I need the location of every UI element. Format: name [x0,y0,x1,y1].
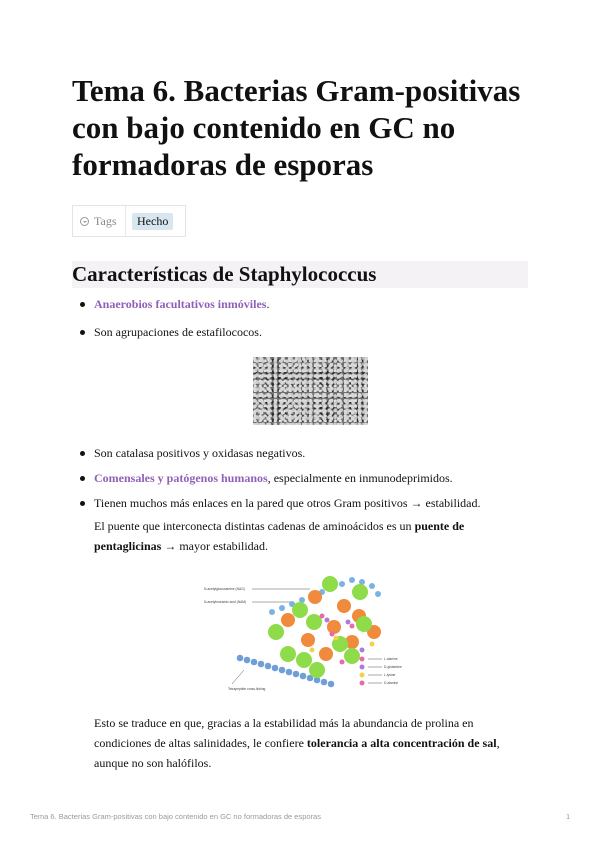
section-heading: Características de Staphylococcus [72,261,528,288]
footer-title: Tema 6. Bacterias Gram-positivas con bajo contenido en GC no formadoras de esporas [30,812,321,821]
list-item [94,296,269,312]
tags-key [73,206,126,236]
page-number: 1 [566,812,571,821]
label-bond: Tetrapeptide cross-linking [228,687,266,691]
paragraph-text: El puente que interconecta distintas cadenas de aminoácidos es un [94,519,415,533]
page-title: Tema 6. Bacterias Gram-positivas con bajo contenido en GC no formadoras de esporas [72,73,521,182]
list-item [94,470,453,486]
label-l-lysine: L-lysine [384,673,396,677]
list-item-rest: , especialmente en inmunodeprimidos. [267,471,453,485]
label-d-alanine: D-alanine [384,681,399,685]
tag-chip-hecho[interactable]: Hecho [132,213,173,230]
paragraph-text: → mayor estabilidad. [161,539,268,553]
bold-text: tolerancia a alta concentración de sal [306,736,497,750]
paragraph-pentaglicinas [94,516,504,556]
tags-label: Tags [94,213,117,228]
label-nam: N-acetylmuramic acid (NAM) [204,600,247,604]
highlight-text: Comensales y patógenos humanos [94,471,268,485]
tags-property[interactable] [72,205,186,237]
list-item-suffix: . [266,297,270,311]
paragraph-tolerancia [94,713,504,773]
paragraph-text: , aunque no son halófilos. [94,736,500,770]
micrograph-image [253,357,368,425]
list-item: Son catalasa positivos y oxidasas negativos. [94,446,306,460]
label-nag: N-acetylglucosamine (NAG) [204,587,245,591]
paragraph-text: Esto se traduce en que, gracias a la estabilidad más la abundancia de prolina en condiciones de altas salinidades, le confiere [94,716,474,750]
dropdown-circle-icon [80,217,89,226]
list-item: Son agrupaciones de estafilococos. [94,325,262,339]
list-item: Tienen muchos más enlaces en la pared que otros Gram positivos → estabilidad. [94,496,481,510]
peptidoglycan-diagram [202,572,402,694]
label-l-alanine: L-alanine [384,657,398,661]
highlight-text: Anaerobios facultativos inmóviles [94,297,267,311]
bold-text: puente de pentaglicinas [94,519,465,553]
label-d-glutamine: D-glutamine [384,665,402,669]
